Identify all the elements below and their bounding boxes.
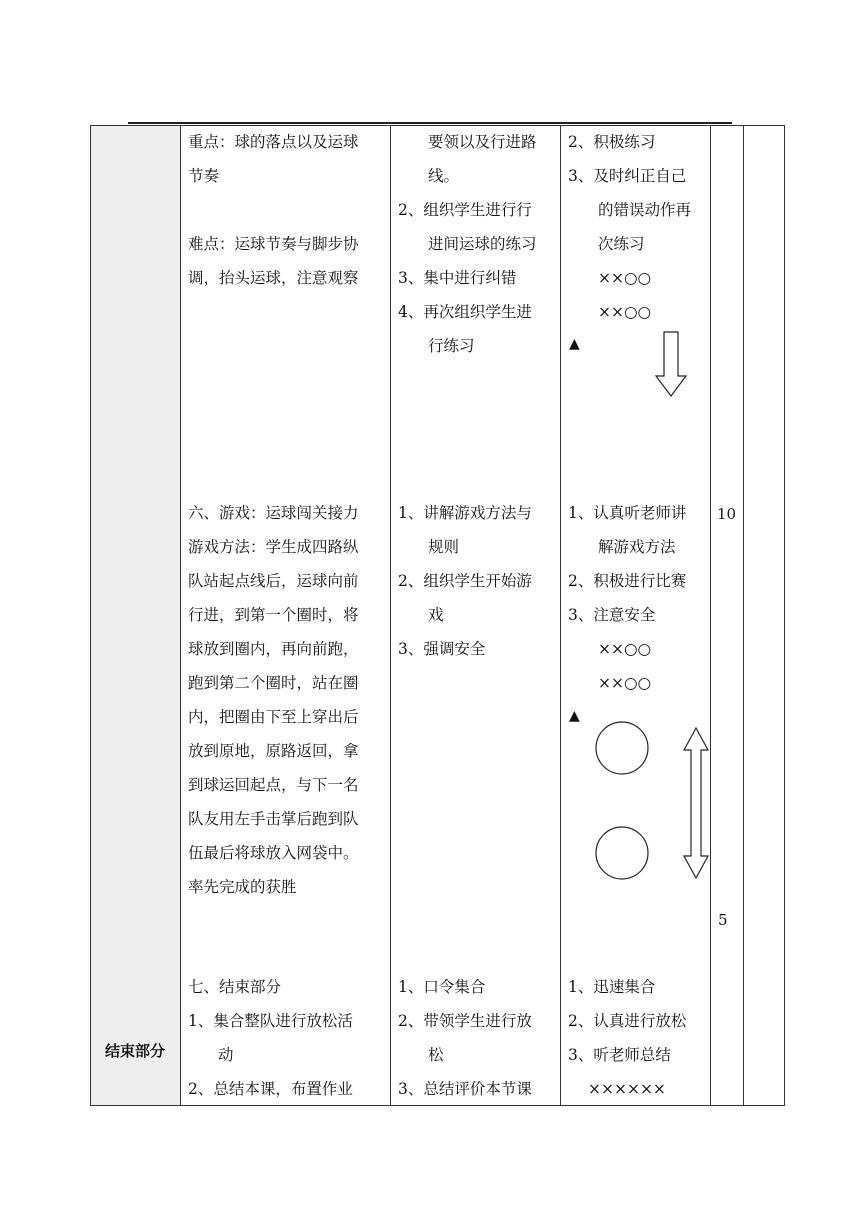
student-activities-ending: 1、迅速集合 2、认真进行放松 3、听老师总结 ×××××× xyxy=(568,978,687,1098)
hoop-circle-icon xyxy=(594,720,652,778)
content-ending: 七、结束部分 1、集合整队进行放松活 动 2、总结本课，布置作业 xyxy=(188,978,353,1098)
teacher-position-triangle: ▲ xyxy=(569,708,580,724)
column-divider xyxy=(390,125,391,1106)
hoop-circle-icon xyxy=(594,825,652,883)
content-game: 六、游戏：运球闯关接力 游戏方法：学生成四路纵 队站起点线后，运球向前 行进，到第一个圈时，将 球放到圈内，再向前跑， 跑到第二个圈时，站在圈 内，把圈由下至上穿出后 放到原地，原路返回，拿 到球运回起点，与下一名 队友用左手击掌后跑到队 伍最后将球放入网袋中。 率先完成的获胜 xyxy=(188,504,359,896)
down-arrow-icon xyxy=(654,330,688,398)
teacher-activities-drill: 要领以及行进路 线。 2、组织学生进行行 进间运球的练习 3、集中进行纠错 4、再次组织学生进 行练习 xyxy=(398,133,537,355)
content-key-points: 重点：球的落点以及运球 节奏 难点：运球节奏与脚步协 调，抬头运球，注意观察 xyxy=(188,133,359,287)
column-divider xyxy=(180,125,181,1106)
column-divider xyxy=(560,125,561,1106)
student-activities-drill: 2、积极练习 3、及时纠正自己 的错误动作再 次练习 ××○○ ××○○ xyxy=(568,133,692,321)
page-header-rule xyxy=(128,122,732,124)
column-divider xyxy=(710,125,711,1106)
column-divider xyxy=(743,125,744,1106)
time-minutes-game: 10 xyxy=(717,505,737,523)
teacher-position-triangle: ▲ xyxy=(569,336,580,352)
double-arrow-icon xyxy=(682,726,712,882)
student-activities-game: 1、认真听老师讲 解游戏方法 2、积极进行比赛 3、注意安全 ××○○ ××○○ xyxy=(568,504,687,692)
time-minutes-ending: 5 xyxy=(718,911,728,929)
teacher-activities-ending: 1、口令集合 2、带领学生进行放 松 3、总结评价本节课 xyxy=(398,978,532,1098)
teacher-activities-game: 1、讲解游戏方法与 规则 2、组织学生开始游 戏 3、强调安全 xyxy=(398,504,532,658)
section-label: 结束部分 xyxy=(104,1042,165,1060)
